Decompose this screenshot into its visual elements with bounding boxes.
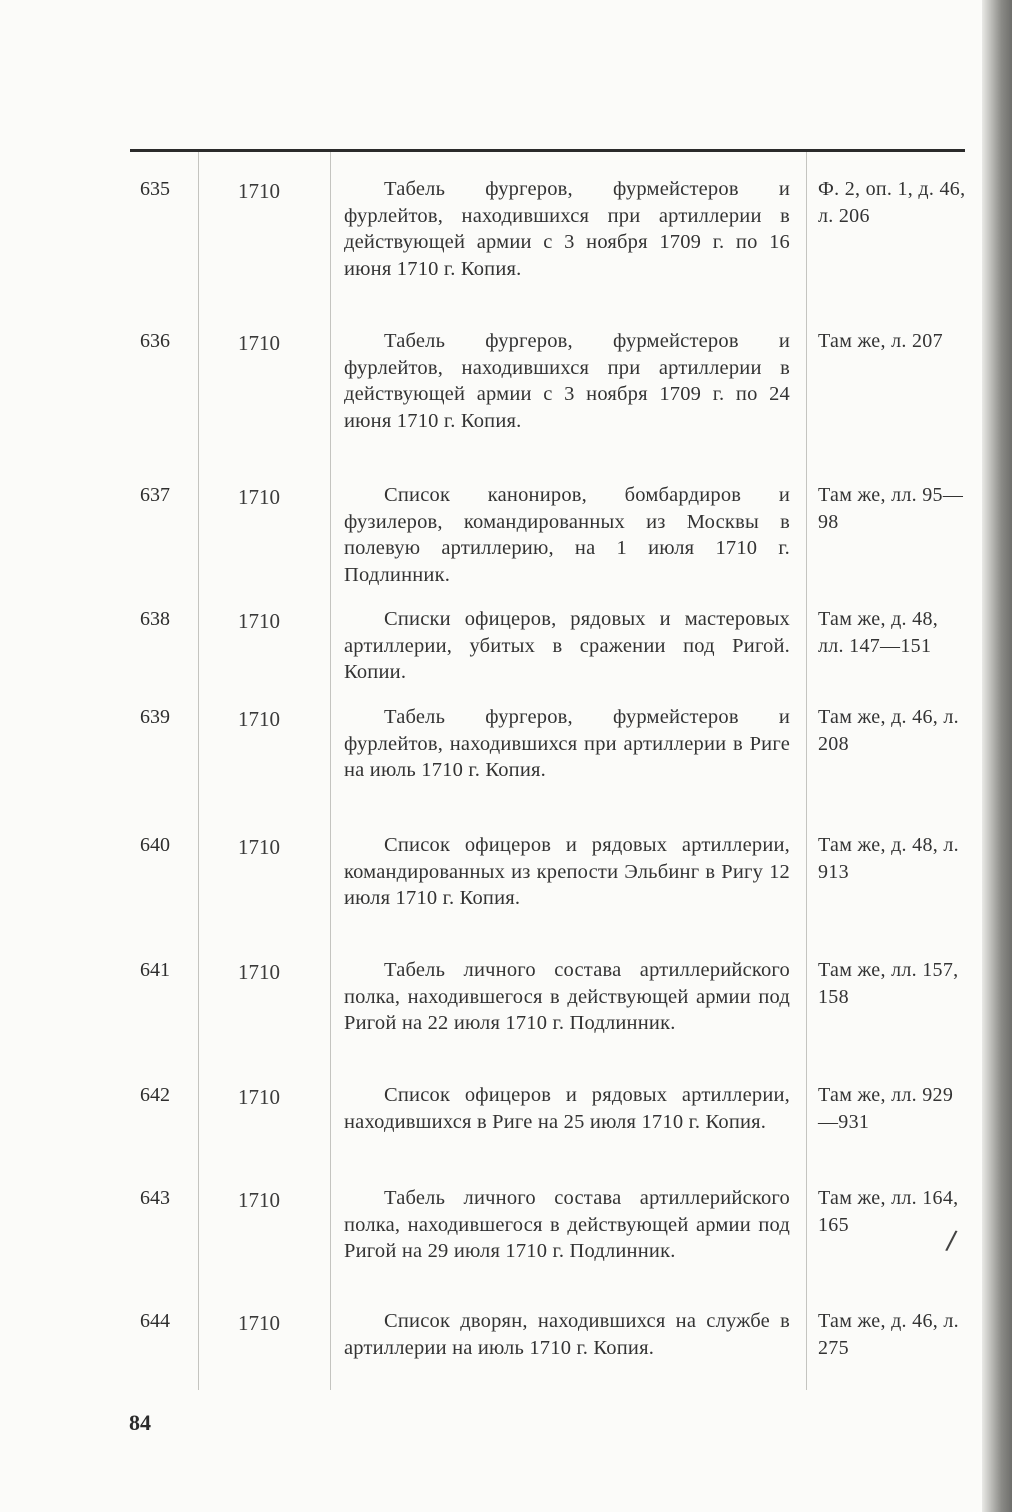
entry-description: Список офицеров и рядовых артиллерии, командированных из крепости Эльбинг в Ригу 12 июля 1710 г. Копия. — [344, 834, 790, 909]
entry-number: 636 — [140, 330, 170, 352]
entry-number: 643 — [140, 1187, 170, 1209]
entry-reference: Ф. 2, оп. 1, д. 46, л. 206 — [818, 178, 966, 227]
entry-description: Список офицеров и рядовых артиллерии, находившихся в Риге на 25 июля 1710 г. Копия. — [344, 1084, 790, 1133]
entry-number: 635 — [140, 178, 170, 200]
margin-pencil-mark: / — [944, 1225, 959, 1257]
entry-number: 640 — [140, 834, 170, 856]
entry-year: 1710 — [238, 707, 280, 731]
entry-description: Списки офицеров, рядовых и мастеровых артиллерии, убитых в сражении под Ригой. Копии. — [344, 608, 790, 683]
entry-year: 1710 — [238, 1085, 280, 1109]
table-top-rule — [130, 149, 965, 152]
entry-reference: Там же, д. 46, л. 275 — [818, 1310, 959, 1359]
entry-description: Табель личного состава артиллерийского полка, находившегося в действующей армии под Ригой на 29 июля 1710 г. Подлинник. — [344, 1187, 790, 1262]
entry-reference: Там же, лл. 929—931 — [818, 1084, 954, 1133]
entry-description: Табель фургеров, фурмейстеров и фурлейтов, находившихся при артиллерии в действующей армии с 3 ноября 1709 г. по 24 июня 1710 г. Копия. — [344, 330, 790, 432]
entry-reference: Там же, д. 48, лл. 147—151 — [818, 608, 939, 657]
entry-description: Табель фургеров, фурмейстеров и фурлейтов, находившихся при артиллерии в действующей армии с 3 ноября 1709 г. по 16 июня 1710 г. Копия. — [344, 178, 790, 280]
entry-reference: Там же, д. 46, л. 208 — [818, 706, 959, 755]
entry-reference: Там же, лл. 164, 165 — [818, 1187, 959, 1236]
entry-number: 642 — [140, 1084, 170, 1106]
entry-year: 1710 — [238, 485, 280, 509]
entry-year: 1710 — [238, 1311, 280, 1335]
entry-reference: Там же, д. 48, л. 913 — [818, 834, 959, 883]
page-number: 84 — [129, 1410, 151, 1435]
entry-year: 1710 — [238, 835, 280, 859]
entry-description: Табель фургеров, фурмейстеров и фурлейтов, находившихся при артиллерии в Риге на июль 1710 г. Копия. — [344, 706, 790, 781]
entry-reference: Там же, лл. 95—98 — [818, 484, 964, 533]
column-divider-3 — [806, 152, 807, 1390]
entry-description: Табель личного состава артиллерийского полка, находившегося в действующей армии под Ригой на 22 июля 1710 г. Подлинник. — [344, 959, 790, 1034]
entry-description: Список дворян, находившихся на службе в артиллерии на июль 1710 г. Копия. — [344, 1310, 790, 1359]
entry-number: 638 — [140, 608, 170, 630]
column-divider-1 — [198, 152, 199, 1390]
entry-year: 1710 — [238, 609, 280, 633]
scan-edge-shadow — [982, 0, 1012, 1512]
entry-year: 1710 — [238, 331, 280, 355]
entry-number: 637 — [140, 484, 170, 506]
entry-reference: Там же, л. 207 — [818, 330, 943, 352]
entry-year: 1710 — [238, 179, 280, 203]
entry-year: 1710 — [238, 960, 280, 984]
entry-number: 641 — [140, 959, 170, 981]
entry-reference: Там же, лл. 157, 158 — [818, 959, 959, 1008]
column-divider-2 — [330, 152, 331, 1390]
entry-description: Список канониров, бомбардиров и фузилеров, командированных из Москвы в полевую артиллерию, на 1 июля 1710 г. Подлинник. — [344, 484, 790, 586]
entry-number: 639 — [140, 706, 170, 728]
entry-year: 1710 — [238, 1188, 280, 1212]
entry-number: 644 — [140, 1310, 170, 1332]
